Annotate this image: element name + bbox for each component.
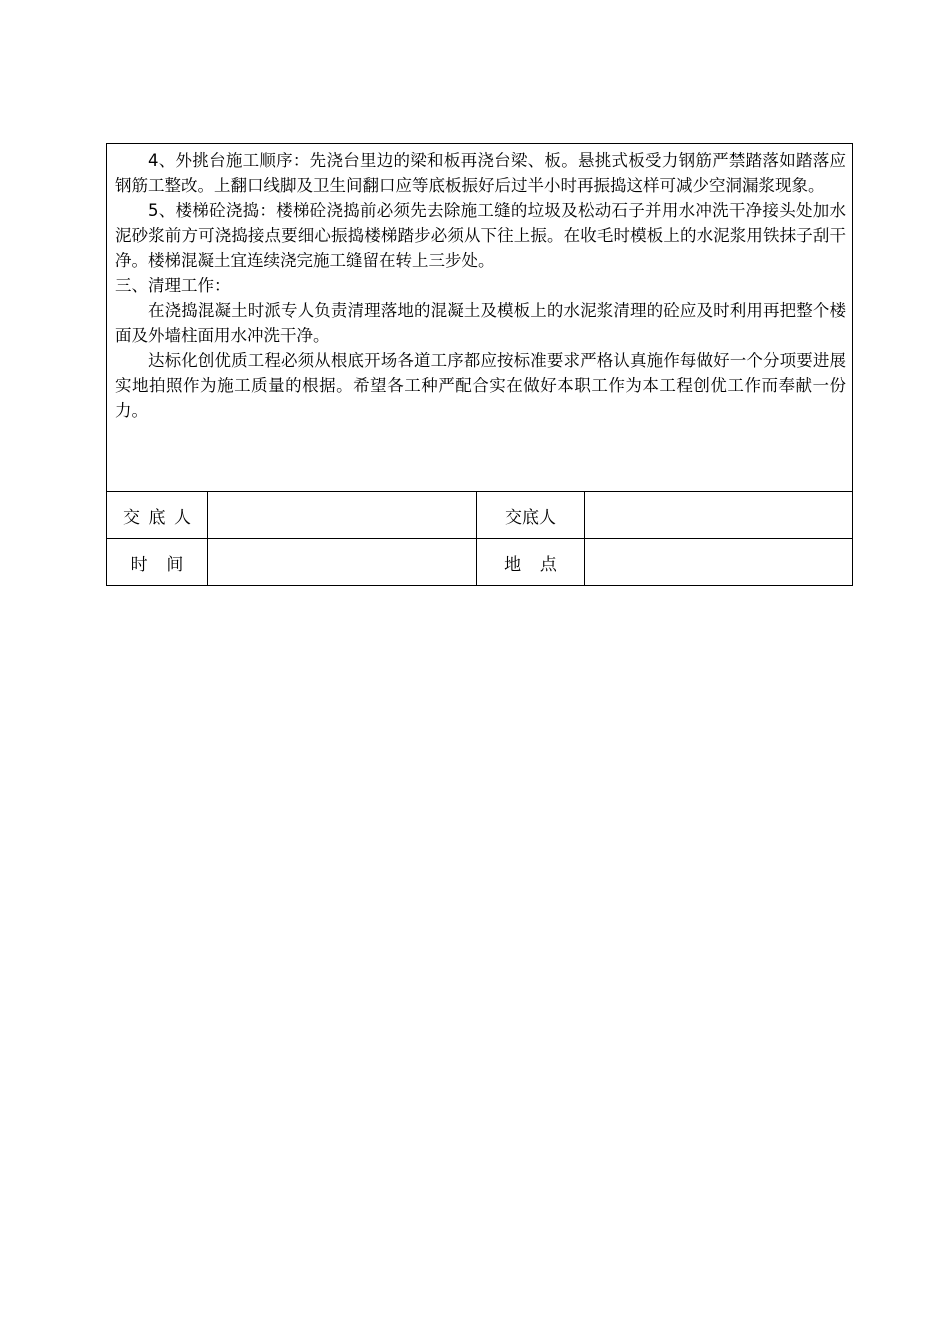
paragraph-quality-goal: 达标化创优质工程必须从根底开场各道工序都应按标准要求严格认真施作每做好一个分项要进展实地拍照作为施工质量的根据。希望各工种严配合实在做好本职工作为本工程创优工作而奉献一份力。 xyxy=(115,351,846,420)
signoff-row-time-place xyxy=(107,539,853,586)
content-row xyxy=(107,144,853,492)
time-label: 时间 xyxy=(130,554,203,575)
recipient-label-cell xyxy=(477,492,585,539)
section-heading-cleanup: 三、清理工作： xyxy=(115,276,231,295)
time-value-field[interactable] xyxy=(208,539,477,586)
discloser-value-field[interactable] xyxy=(208,492,477,539)
paragraph-cleanup: 在浇捣混凝土时派专人负责清理落地的混凝土及模板上的水泥浆清理的砼应及时利用再把整个楼面及外墙柱面用水冲洗干净。 xyxy=(115,301,846,345)
signoff-row-discloser xyxy=(107,492,853,539)
disclosure-table xyxy=(106,143,853,586)
recipient-label: 交底人 xyxy=(505,507,556,528)
place-value-field[interactable] xyxy=(585,539,853,586)
paragraph-cantilever-platform: 4、外挑台施工顺序：先浇台里边的梁和板再浇台梁、板。悬挑式板受力钢筋严禁踏落如踏落应钢筋工整改。上翻口线脚及卫生间翻口应等底板振好后过半小时再振捣这样可减少空洞漏浆现象。 xyxy=(115,151,846,195)
content-cell xyxy=(107,144,853,492)
discloser-label-cell xyxy=(107,492,208,539)
place-label: 地点 xyxy=(504,554,576,575)
recipient-value-field[interactable] xyxy=(585,492,853,539)
place-label-cell xyxy=(477,539,585,586)
paragraph-stair-pouring: 5、楼梯砼浇捣：楼梯砼浇捣前必须先去除施工缝的垃圾及松动石子并用水冲洗干净接头处加水泥砂浆前方可浇捣接点要细心振捣楼梯踏步必须从下往上振。在收毛时模板上的水泥浆用铁抹子刮干净。楼梯混凝土宜连续浇完施工缝留在转上三步处。 xyxy=(115,201,846,270)
discloser-label: 交底人 xyxy=(123,507,200,528)
time-label-cell xyxy=(107,539,208,586)
